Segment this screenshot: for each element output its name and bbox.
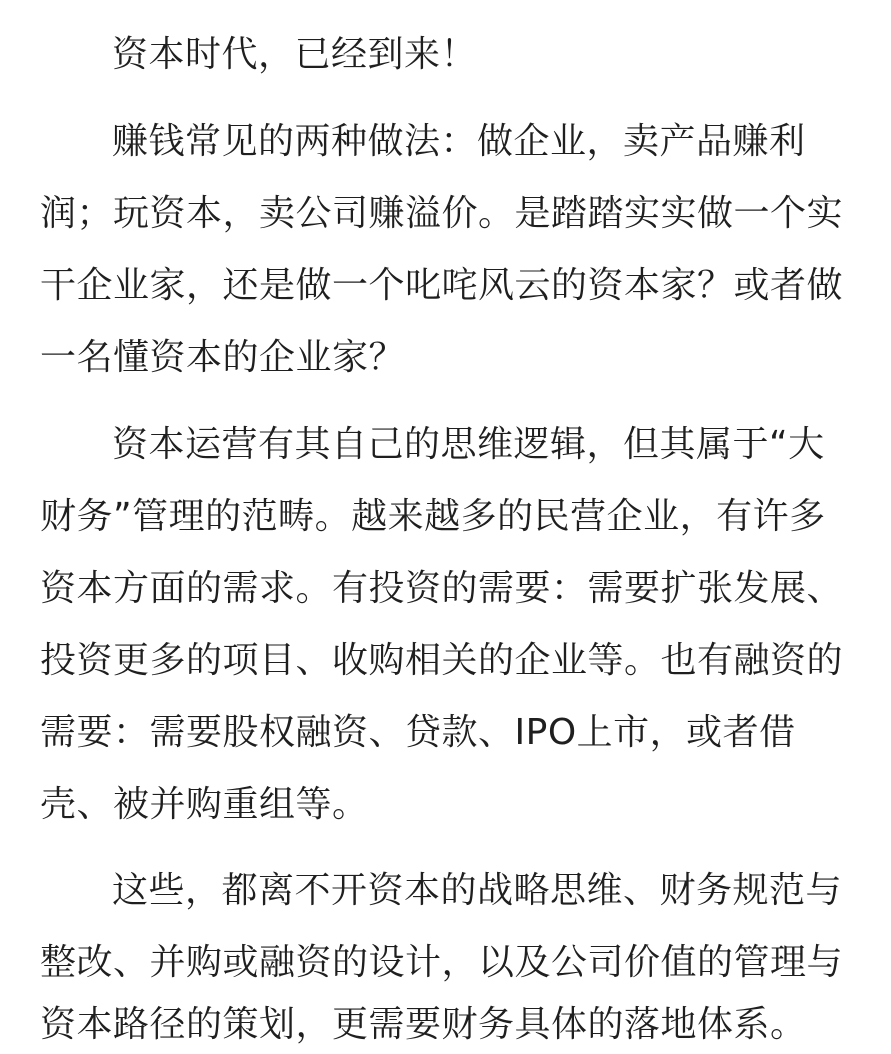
paragraph-3-line-2: 财务”管理的范畴。越来越多的民营企业，有许多 — [40, 496, 826, 537]
paragraph-3-line-4: 投资更多的项目、收购相关的企业等。也有融资的 — [40, 640, 844, 681]
paragraph-4-line-1: 这些，都离不开资本的战略思维、财务规范与 — [112, 870, 843, 911]
paragraph-3-line-3: 资本方面的需求。有投资的需要：需要扩张发展、 — [40, 568, 844, 609]
paragraph-1-line-1: 资本时代，已经到来！ — [112, 34, 478, 75]
paragraph-2-line-2: 润；玩资本，卖公司赚溢价。是踏踏实实做一个实 — [40, 193, 844, 234]
paragraph-3-line-5: 需要：需要股权融资、贷款、IPO上市，或者借 — [40, 712, 796, 753]
paragraph-4-line-3: 资本路径的策划，更需要财务具体的落地体系。 — [40, 1004, 807, 1045]
paragraph-2-line-4: 一名懂资本的企业家？ — [40, 337, 406, 378]
paragraph-3-line-6: 壳、被并购重组等。 — [40, 784, 369, 825]
paragraph-3-line-1: 资本运营有其自己的思维逻辑，但其属于“大 — [112, 424, 825, 465]
paragraph-4-line-2: 整改、并购或融资的设计，以及公司价值的管理与 — [40, 942, 844, 983]
paragraph-2-line-3: 干企业家，还是做一个叱咤风云的资本家？或者做 — [40, 265, 844, 306]
paragraph-2-line-1: 赚钱常见的两种做法：做企业，卖产品赚利 — [112, 121, 806, 162]
